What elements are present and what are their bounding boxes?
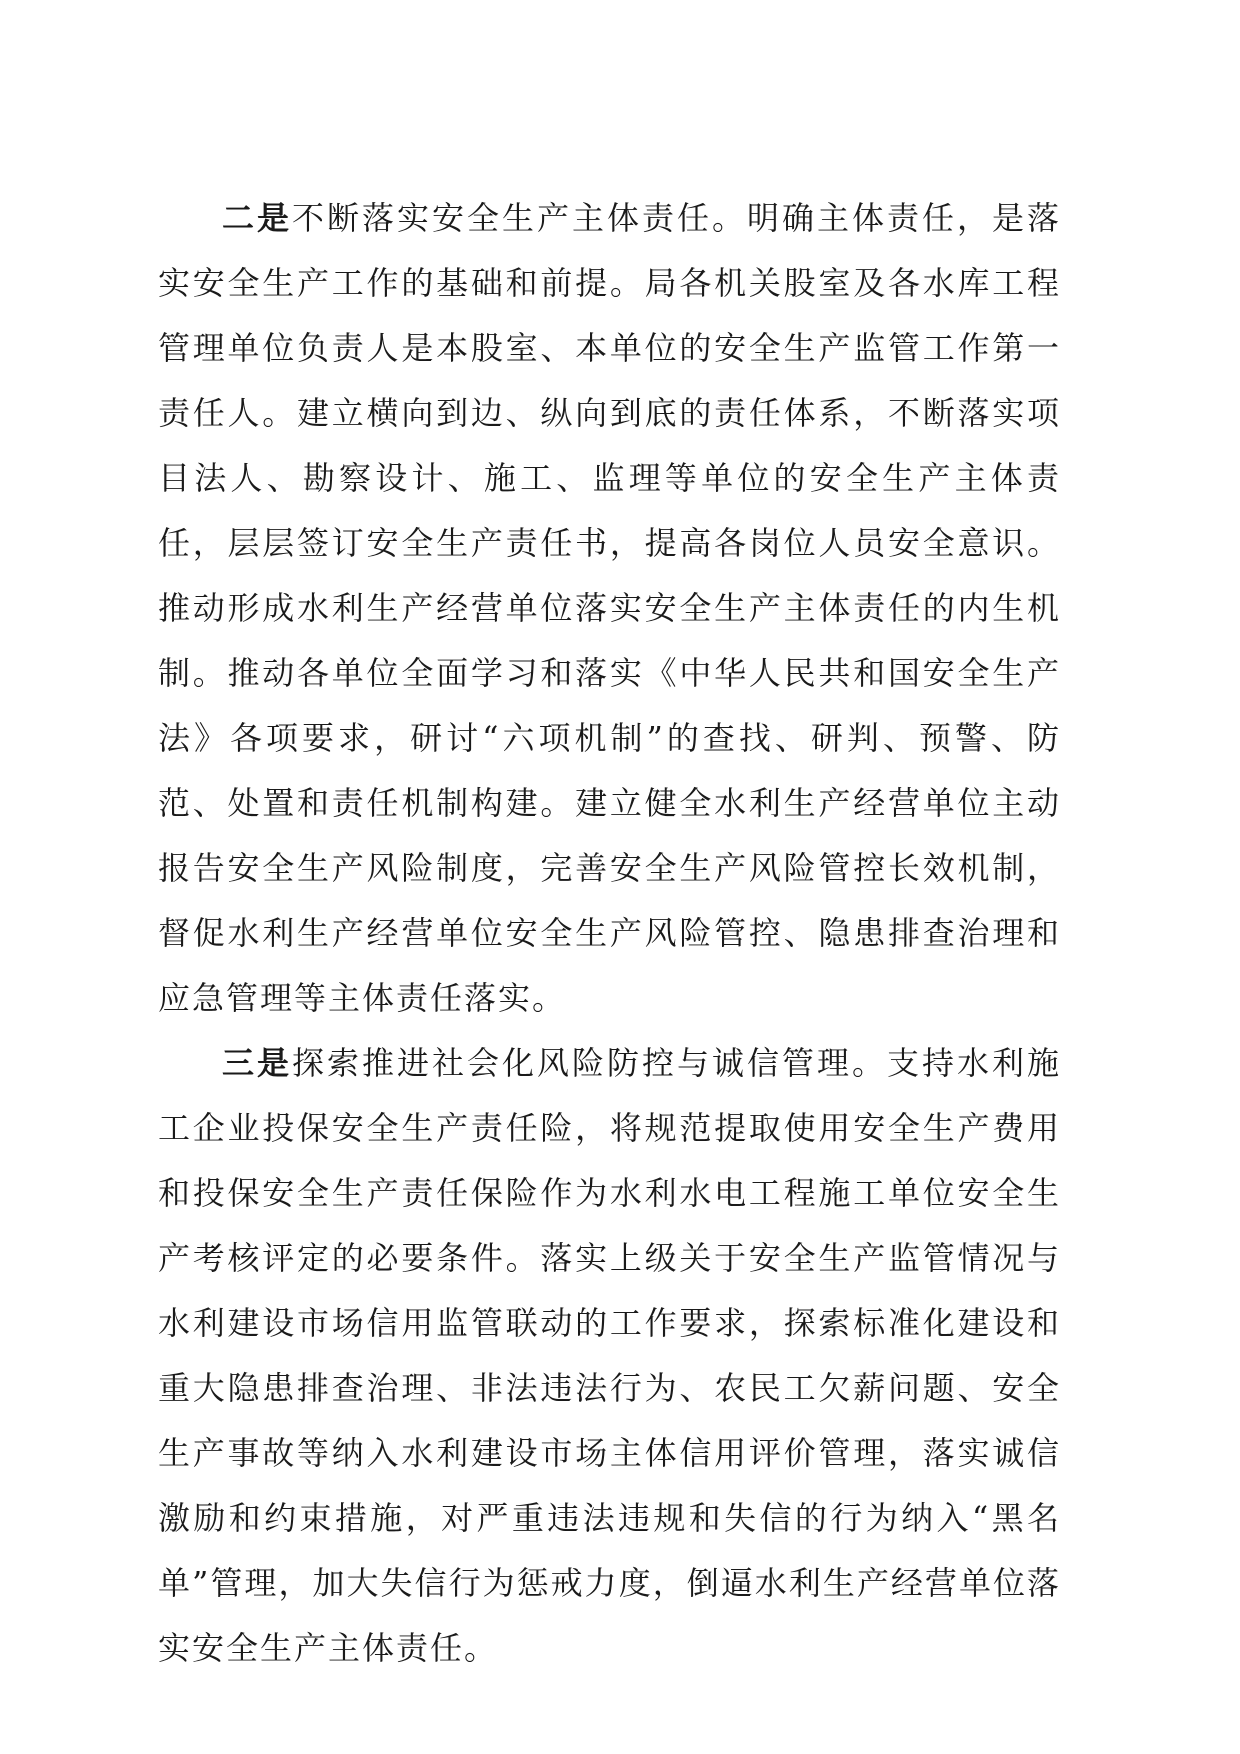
- paragraph-lead: 三是: [222, 1044, 292, 1082]
- paragraph-lead: 二是: [222, 199, 292, 237]
- paragraph-two: [158, 186, 1061, 1031]
- document-page: [158, 186, 1061, 1681]
- paragraph-three: [158, 1031, 1061, 1681]
- paragraph-body: 探索推进社会化风险防控与诚信管理。支持水利施工企业投保安全生产责任险，将规范提取使用安全生产费用和投保安全生产责任保险作为水利水电工程施工单位安全生产考核评定的必要条件。落实上级关于安全生产监管情况与水利建设市场信用监管联动的工作要求，探索标准化建设和重大隐患排查治理、非法违法行为、农民工欠薪问题、安全生产事故等纳入水利建设市场主体信用评价管理，落实诚信激励和约束措施，对严重违法违规和失信的行为纳入“黑名单”管理，加大失信行为惩戒力度，倒逼水利生产经营单位落实安全生产主体责任。: [158, 1044, 1061, 1667]
- paragraph-body: 不断落实安全生产主体责任。明确主体责任，是落实安全生产工作的基础和前提。局各机关股室及各水库工程管理单位负责人是本股室、本单位的安全生产监管工作第一责任人。建立横向到边、纵向到底的责任体系，不断落实项目法人、勘察设计、施工、监理等单位的安全生产主体责任，层层签订安全生产责任书，提高各岗位人员安全意识。推动形成水利生产经营单位落实安全生产主体责任的内生机制。推动各单位全面学习和落实《中华人民共和国安全生产法》各项要求，研讨“六项机制”的查找、研判、预警、防范、处置和责任机制构建。建立健全水利生产经营单位主动报告安全生产风险制度，完善安全生产风险管控长效机制，督促水利生产经营单位安全生产风险管控、隐患排查治理和应急管理等主体责任落实。: [158, 199, 1061, 1017]
